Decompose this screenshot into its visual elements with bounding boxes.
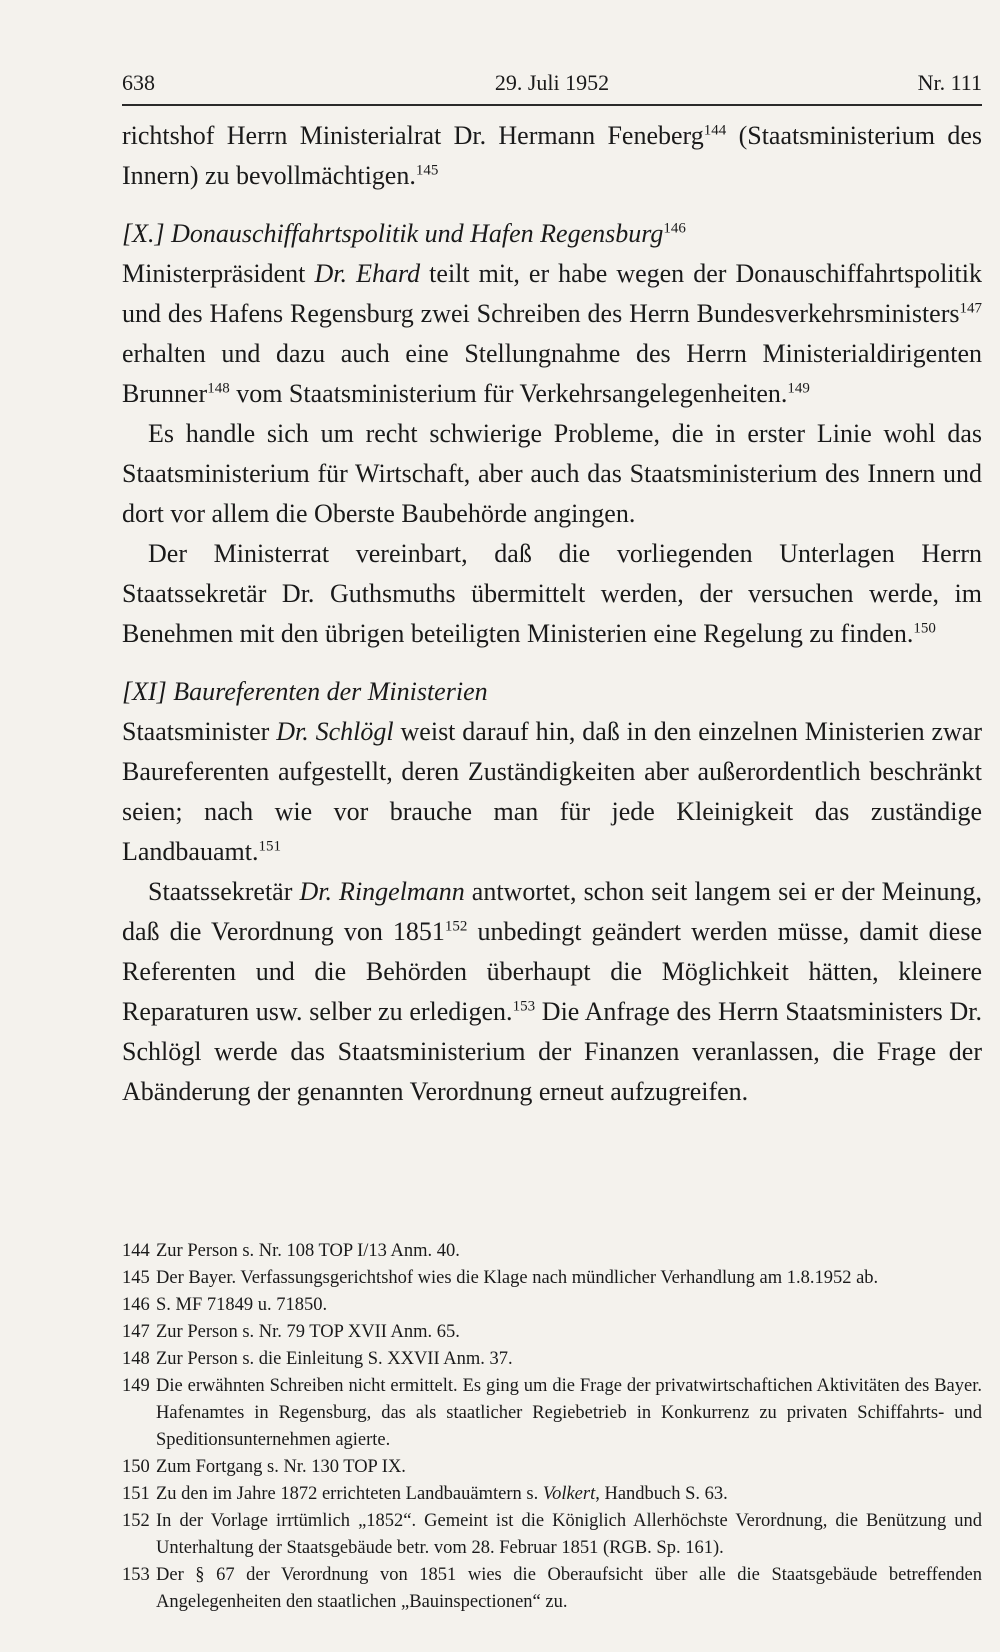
speaker-name: Dr. Ringelmann xyxy=(299,877,465,906)
footnote: 153 Der § 67 der Verordnung von 1851 wies die Oberaufsicht über alle die Staatsgebäude betreffenden Angelegenheiten den staatlichen „Bauinspectionen“ zu. xyxy=(122,1565,982,1612)
footnote: 152 In der Vorlage irrtümlich „1852“. Gemeint ist die Königlich Allerhöchste Verordnung, die Benützung und Unterhaltung der Staatsgebäude betr. vom 28. Februar 1851 (RGB. Sp. 161). xyxy=(122,1511,982,1558)
paragraph: richtshof Herrn Ministerialrat Dr. Hermann Feneberg$^{144}$ (Staatsministerium des Innern) zu bevollmächtigen.$^{145}$ xyxy=(122,121,982,190)
document-page xyxy=(122,60,983,1612)
paragraph: Ministerpräsident Dr. Ehard teilt mit, er habe wegen der Donauschiffahrtspolitik und des Hafens Regensburg zwei Schreiben des Herrn Bundesverkehrsministers$^{147}$ erhalten und dazu auch eine Stellungnahme des Herrn Ministerialdirigenten Brunner$^{148}$ vom Staatsministerium für Verkehrsangelegenheiten.$^{149}$ xyxy=(122,259,982,408)
speaker-name: Dr. Ehard xyxy=(314,259,421,288)
footnote-ref[interactable]: 153 xyxy=(512,998,536,1015)
page-number: 638 xyxy=(122,70,155,95)
footnote-ref[interactable]: 151 xyxy=(258,838,281,855)
footnote-ref[interactable]: 150 xyxy=(913,620,936,637)
footnote-ref[interactable]: 145 xyxy=(415,162,439,179)
footnote: 144 Zur Person s. Nr. 108 TOP I/13 Anm. 40. xyxy=(122,1241,460,1261)
paragraph: Der Ministerrat vereinbart, daß die vorliegenden Unterlagen Herrn Staatssekretär Dr. Guthsmuths übermittelt werden, der versuchen werde, im Benehmen mit den übrigen beteiligten Ministerien eine Regelung zu finden.$^{150}$ xyxy=(122,539,982,648)
footnote-ref[interactable]: 148 xyxy=(207,380,230,397)
footnote-ref[interactable]: 149 xyxy=(787,380,810,397)
footnote: 145 Der Bayer. Verfassungsgerichtshof wies die Klage nach mündlicher Verhandlung am 1.8.1952 ab. xyxy=(122,1268,879,1288)
footnote-ref[interactable]: 147 xyxy=(959,300,982,317)
footnote: 150 Zum Fortgang s. Nr. 130 TOP IX. xyxy=(122,1457,406,1477)
footnote: 149 Die erwähnten Schreiben nicht ermittelt. Es ging um die Frage der privatwirtschaftichen Aktivitäten des Bayer. Hafenamtes in Regensburg, das als staatlicher Regiebetrieb in Konkurrenz zu privaten Schiffahrts- und Speditionsunternehmen agierte. xyxy=(122,1376,982,1450)
section-heading-xi: [XI] Baureferenten der Ministerien xyxy=(122,677,488,706)
footnotes xyxy=(122,1238,982,1616)
footnote: 147 Zur Person s. Nr. 79 TOP XVII Anm. 65. xyxy=(122,1322,460,1342)
footnote: 146 S. MF 71849 u. 71850. xyxy=(122,1295,328,1315)
footnote-ref[interactable]: 144 xyxy=(703,122,727,139)
main-text xyxy=(122,116,982,1112)
footnote: 151 Zu den im Jahre 1872 errichteten Landbauämtern s. Volkert, Handbuch S. 63. xyxy=(122,1484,728,1504)
paragraph: Staatssekretär Dr. Ringelmann antwortet, schon seit langem sei er der Meinung, daß die Verordnung von 1851$^{152}$ unbedingt geändert werden müsse, damit diese Referenten und die Behörden überhaupt die Möglichkeit hätten, kleinere Reparaturen usw. selber zu erledigen.$^{153}$ Die Anfrage des Herrn Staatsministers Dr. Schlögl werde das Staatsministerium der Finanzen veranlassen, die Frage der Abänderung der genannten Verordnung erneut aufzugreifen. xyxy=(122,877,983,1106)
speaker-name: Dr. Schlögl xyxy=(276,717,394,746)
protocol-number: Nr. 111 xyxy=(917,70,982,95)
footnote-ref[interactable]: 152 xyxy=(444,918,468,935)
footnote: 148 Zur Person s. die Einleitung S. XXVII Anm. 37. xyxy=(122,1349,513,1369)
running-head xyxy=(122,60,982,106)
paragraph: Staatsminister Dr. Schlögl weist darauf hin, daß in den einzelnen Ministerien zwar Baureferenten aufgestellt, deren Zuständigkeiten aber außerordentlich beschränkt seien; nach wie vor brauche man für jede Kleinigkeit das zuständige Landbauamt.$^{151}$ xyxy=(122,717,983,866)
session-date: 29. Juli 1952 xyxy=(494,70,610,95)
section-heading-x: [X.] Donauschiffahrtspolitik und Hafen Regensburg$^{146}$ xyxy=(122,219,686,248)
footnote-ref[interactable]: 146 xyxy=(663,220,686,237)
paragraph: Es handle sich um recht schwierige Probleme, die in erster Linie wohl das Staatsministerium für Wirtschaft, aber auch das Staatsministerium des Innern und dort vor allem die Oberste Baubehörde angingen. xyxy=(122,419,982,528)
